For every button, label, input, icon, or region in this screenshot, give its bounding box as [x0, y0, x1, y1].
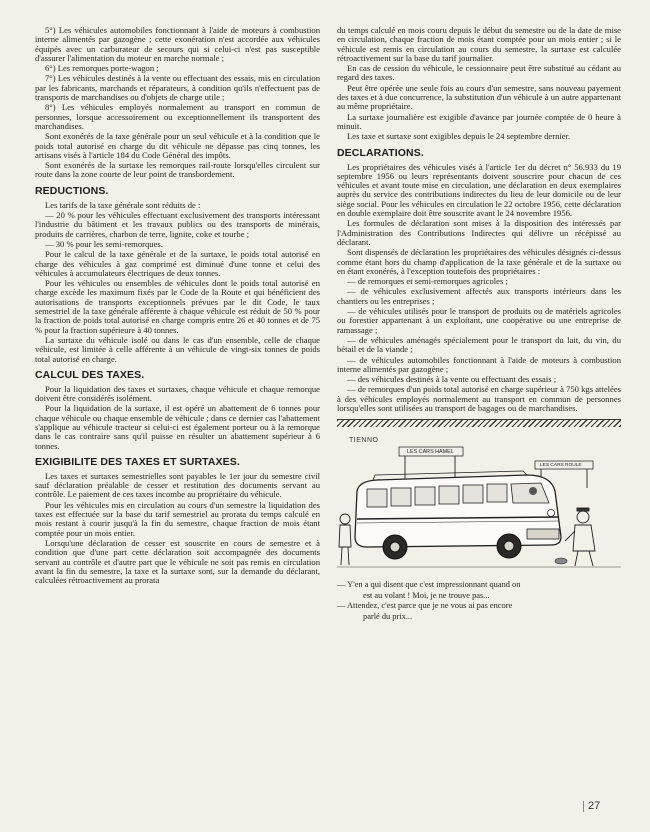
section-heading: REDUCTIONS.: [35, 184, 109, 197]
list-item: — de véhicules aménagés spécialement pour le transport du lait, du vin, du bétail et de la viande ;: [337, 334, 621, 355]
paragraph: Pour les véhicules ou ensembles de véhicules dont le poids total autorisé en charge excède les maximum fixés par le Code de la Route et qui bénéficient des autorisations de transports exceptionnels prévues par le dit Code, le taux semestriel de la taxe générale afférente à chaque véhicule est réduit de 50 % pour la fraction de poids total autorisé en charge compris entre 26 et 40 tonnes et de 75 % pour la fraction supérieure à 40 tonnes.: [35, 278, 320, 335]
section-heading: DECLARATIONS.: [337, 146, 424, 159]
right-column: [337, 26, 621, 622]
sign-side-text: LES CARS ROULE: [540, 463, 582, 469]
paragraph: — 20 % pour les véhicules effectuant exclusivement des transports intéressant l'industrie du bâtiment et les travaux publics ou des transports de minérais, produits de carrières, charbon de terre, lignite, coke et tourbe ;: [35, 210, 320, 239]
paragraph: Sont exonérés de la taxe générale pour un seul véhicule et à la condition que le poids total autorisé en charge du dit véhicule ne dépasse pas cinq tonnes, les artisans visés à l'article 184 du Code Général des impôts.: [35, 131, 320, 160]
paragraph: 6°) Les remorques porte-wagon ;: [45, 63, 159, 74]
paragraph: Pour les véhicules mis en circulation au cours d'un semestre la liquidation des taxes est effectuée sur la base du tarif semestriel au prorata du temps calculé en mois restant à courir jusqu'à la fin du semestre, chaque fraction de mois étant comptée pour un mois entier.: [35, 499, 320, 538]
page-number: 27: [588, 800, 601, 812]
calcul-section: [35, 369, 320, 451]
caption-line: est au volant ! Moi, je ne trouve pas...: [363, 590, 490, 600]
cartoon-caption: [337, 580, 621, 621]
caption-line: parlé du prix...: [363, 611, 413, 621]
paragraph: Les taxes et surtaxes semestrielles sont payables le 1er jour du semestre civil sauf déclaration préalable de cesser et restitution des documents servant au contrôle. Le paiement de ces taxes incombe au propriétaire du véhicule.: [35, 470, 320, 500]
paragraph: Les propriétaires des véhicules visés à l'article 1er du décret n° 56.933 du 19 septembre 1956 ou leurs représentants doivent souscrire pour chacun de ces véhicules et avant toute mise en circulation, une déclaration en deux exemplaires auprès du service des contributions indirectes du lieu de leur domicile ou de leur siège social. Pour les véhicules en circulation le 22 octobre 1956, cette déclaration en double exemplaire doit être souscrite avant le 24 novembre 1956.: [337, 161, 621, 219]
paragraph: Pour la liquidation des taxes et surtaxes, chaque véhicule et chaque remorque doivent être considérés isolément.: [35, 383, 320, 404]
section-heading: CALCUL DES TAXES.: [35, 368, 145, 381]
caption-line: — Y'en a qui disent que c'est impressionnant quand on: [337, 580, 521, 590]
paragraph: 7°) Les véhicules destinés à la vente ou effectuant des essais, mis en circulation par les fabricants, marchands et réparateurs, à condition qu'ils n'effectuent pas de transports de marchandises ou d'objets de charge utile ;: [35, 73, 320, 103]
paragraph: Les tarifs de la taxe générale sont réduits de :: [45, 199, 201, 210]
paragraph: Lorsqu'une déclaration de cesser est souscrite en cours de semestre et à condition que d'une part cette déclaration soit accompagnée des documents servant au contrôle et d'autre part que le véhicule ne soit pas remis en circulation avant la fin du semestre, la taxe et la surtaxe sont, sur la demande du déclarant, calculées rétroactivement au prorata: [35, 537, 320, 586]
continued-section: [337, 26, 621, 142]
list-item: — des véhicules destinés à la vente ou effectuant des essais ;: [347, 374, 557, 385]
list-item: — de remorques et semi-remorques agricoles ;: [347, 276, 508, 287]
paragraph: 5°) Les véhicules automobiles fonctionnant à l'aide de moteurs à combustion interne alimentés par gazogène ; cette exonération n'est accordée aux véhicules équipés avec un carburateur de secours qui si celui-ci n'est pas susceptible d'assurer l'alimentation du moteur en marche normale ;: [35, 25, 320, 63]
paragraph: Les formules de déclaration sont mises à la disposition des intéressés par l'Administration des Contributions Indirectes qui délivre un récépissé au déclarant.: [337, 218, 621, 247]
section-heading: EXIGIBILITE DES TAXES ET SURTAXES.: [35, 455, 240, 468]
paragraph: Sont dispensés de déclaration les propriétaires des véhicules désignés ci-dessus comme étant hors du champ d'application de la taxe générale et de la surtaxe ou en étant exonérés, à l'exception toutefois des propriétaires :: [337, 247, 621, 276]
left-column: [35, 26, 320, 586]
paragraph: La surtaxe du véhicule isolé ou dans le cas d'un ensemble, celle de chaque véhicule, est limitée à celle afférente à un véhicule de vingt-six tonnes de poids total autorisé en charge.: [35, 334, 320, 364]
paragraph: Pour la liquidation de la surtaxe, il est opéré un abattement de 6 tonnes pour chaque véhicule ou chaque ensemble de véhicule ; dans ce dernier cas l'abattement s'applique au véhicule tracteur si celui-ci est également porteur ou à la remorque dans le cas contraire sans qu'il puisse en résulter un abattement supérieur à 6 tonnes.: [35, 403, 320, 451]
artist-signature: TIENNO: [349, 437, 379, 445]
decorative-divider: [337, 419, 621, 427]
cartoon-illustration: [337, 433, 621, 576]
list-item: — de véhicules utilisés pour le transport de produits ou de matériels agricoles ou forestier appartenant à un exploitant, une coopérative ou une entreprise de ramassage ;: [337, 306, 621, 335]
paragraph: Sont exonérés de la surtaxe les remorques rail-route lorsqu'elles circulent sur route dans la zone courte de leur point de transbordement.: [35, 160, 320, 180]
list-item: — de remorques d'un poids total autorisé en charge supérieur à 750 kgs attelées à des véhicules employés normalement au transport en commun de personnes lorsqu'elles sont utilisées au transport de bagages ou de marchandises.: [337, 384, 621, 413]
intro-section: [35, 26, 320, 180]
paragraph: Pour le calcul de la taxe générale et de la surtaxe, le poids total autorisé en charge des véhicules à gaz comprimé est diminué d'une tonne et celui des véhicules à accumulateurs électriques de deux tonnes.: [35, 249, 320, 278]
paragraph: Peut être opérée une seule fois au cours d'un semestre, sans nouveau payement des taxes et à due concurrence, la substitution d'un véhicule à un autre appartenant au même propriétaire.: [337, 82, 621, 112]
list-item: — de véhicules automobiles fonctionnant à l'aide de moteurs à combustion interne alimentés par gazogène ;: [337, 354, 621, 374]
paragraph: 8°) Les véhicules employés normalement au transport en commun de personnes, lorsque accessoirement ou exceptionnellement ils transportent des marchandises.: [35, 102, 320, 131]
bus-cartoon-drawing: [337, 433, 621, 576]
paragraph: La surtaxe journalière est exigible d'avance par journée comptée de 0 heure à minuit.: [337, 111, 621, 131]
paragraph: En cas de cession du véhicule, le cessionnaire peut être substitué au cédant au regard des taxes.: [337, 63, 621, 83]
list-item: — de véhicules exclusivement affectés aux transports intérieurs dans les chantiers ou les entreprises ;: [337, 286, 621, 306]
exigibilite-section: [35, 456, 320, 586]
paragraph: Les taxe et surtaxe sont exigibles depuis le 24 septembre dernier.: [347, 131, 571, 142]
paragraph: du temps calculé en mois couru depuis le début du semestre ou de la date de mise en circulation, chaque fraction de mois étant comptée pour un mois entier ; si le véhicule est remis en circulation au cours du semestre, la surtaxe est calculée rétroactivement sur la base du tarif journalier.: [337, 25, 621, 63]
declarations-section: [337, 147, 621, 414]
reductions-section: [35, 185, 320, 364]
sign-main-text: LES CARS HAMEL: [407, 449, 454, 456]
caption-line: — Attendez, c'est parce que je ne vous ai pas encore: [337, 601, 513, 611]
paragraph: — 30 % pour les semi-remorques.: [45, 238, 163, 249]
